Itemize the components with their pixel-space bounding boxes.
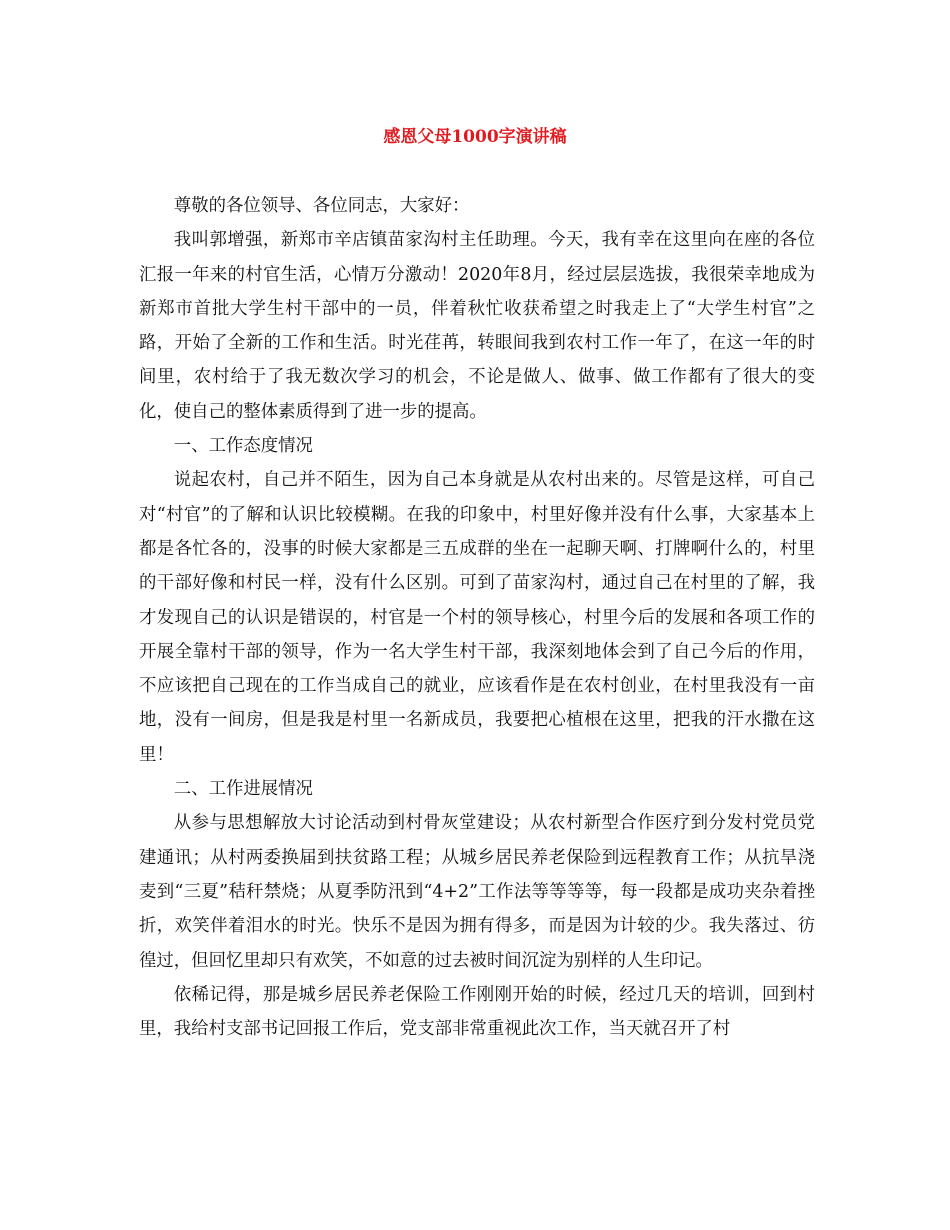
section-heading-work-attitude: 一、工作态度情况 xyxy=(173,436,313,457)
document-title: 感恩父母1000字演讲稿 xyxy=(383,127,567,147)
paragraph-pension-memory: 依稀记得，那是城乡居民养老保险工作刚刚开始的时候，经过几天的培训，回到村里，我给村支部书记回报工作后，党支部非常重视此次工作，当天就召开了村 xyxy=(139,984,815,1040)
paragraph-work-attitude: 说起农村，自己并不陌生，因为自己本身就是从农村出来的。尽管是这样，可自己对“村官”的了解和认识比较模糊。在我的印象中，村里好像并没有什么事，大家基本上都是各忙各的，没事的时候大家都是三五成群的坐在一起聊天啊、打牌啊什么的，村里的干部好像和村民一样，没有什么区别。可到了苗家沟村，通过自己在村里的了解，我才发现自己的认识是错误的，村官是一个村的领导核心，村里今后的发展和各项工作的开展全靠村干部的领导，作为一名大学生村干部，我深刻地体会到了自己今后的作用，不应该把自己现在的工作当成自己的就业，应该看作是在农村创业，在村里我没有一亩地，没有一间房，但是我是村里一名新成员，我要把心植根在这里，把我的汗水撒在这里！ xyxy=(139,470,815,765)
paragraph-introduction: 我叫郭增强，新郑市辛店镇苗家沟村主任助理。今天，我有幸在这里向在座的各位汇报一年来的村官生活，心情万分激动！2020年8月，经过层层选拔，我很荣幸地成为新郑市首批大学生村干部中的一员，伴着秋忙收获希望之时我走上了“大学生村官”之路，开始了全新的工作和生活。时光荏苒，转眼间我到农村工作一年了，在这一年的时间里，农村给于了我无数次学习的机会，不论是做人、做事、做工作都有了很大的变化，使自己的整体素质得到了进一步的提高。 xyxy=(139,230,815,422)
paragraph-greeting: 尊敬的各位领导、各位同志，大家好： xyxy=(173,196,470,216)
document-body xyxy=(139,189,815,1046)
paragraph-work-progress: 从参与思想解放大讨论活动到村骨灰堂建设；从农村新型合作医疗到分发村党员党建通讯；从村两委换届到扶贫路工程；从城乡居民养老保险到远程教育工作；从抗旱浇麦到“三夏”秸秆禁烧；从夏季防汛到“4+2”工作法等等等等，每一段都是成功夹杂着挫折，欢笑伴着泪水的时光。快乐不是因为拥有得多，而是因为计较的少。我失落过、彷徨过，但回忆里却只有欢笑，不如意的过去被时间沉淀为别样的人生印记。 xyxy=(139,813,815,971)
section-heading-work-progress: 二、工作进展情况 xyxy=(173,779,313,800)
